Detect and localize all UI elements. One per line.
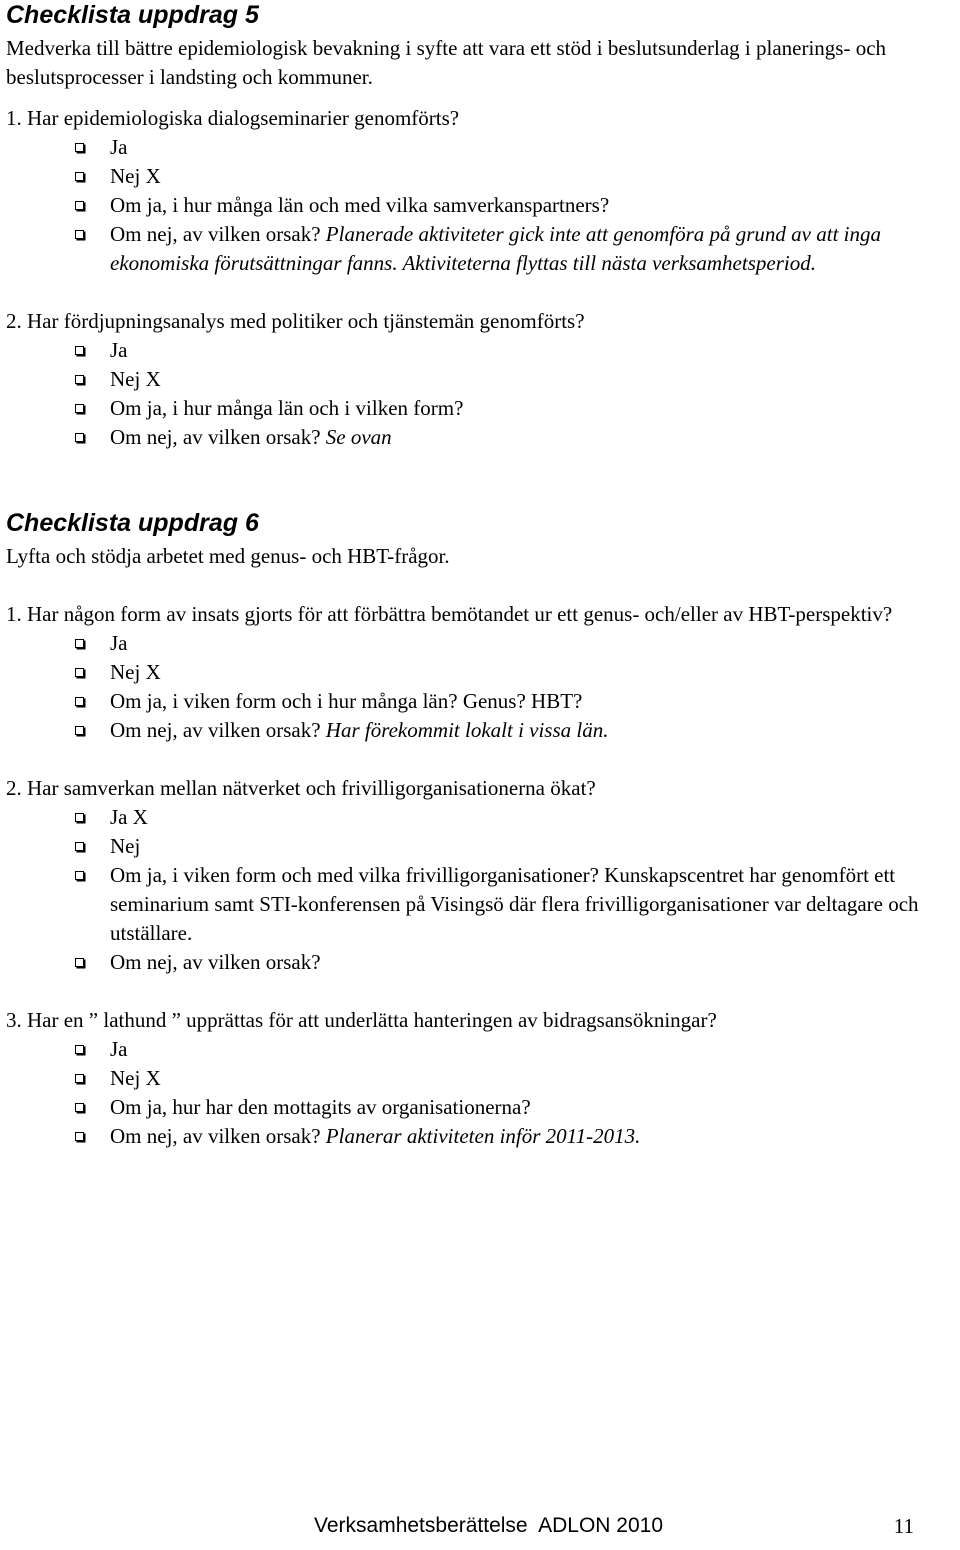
option-label: Om ja, hur har den mottagits av organisationerna? (110, 1095, 531, 1119)
option-item (6, 861, 956, 948)
option-item (6, 162, 956, 191)
section-intro: Lyfta och stödja arbetet med genus- och HBT-frågor. (6, 544, 450, 568)
option-item (6, 336, 956, 365)
checkbox-icon[interactable] (75, 230, 84, 239)
option-item (6, 133, 956, 162)
question-block (6, 774, 956, 977)
option-label: Om ja, i viken form och i hur många län? Genus? HBT? (110, 689, 583, 713)
question-block (6, 1006, 956, 1151)
option-label: Nej (110, 834, 141, 858)
option-list (6, 336, 956, 452)
option-item (6, 803, 956, 832)
option-label: Om nej, av vilken orsak? (110, 222, 321, 246)
checkbox-icon[interactable] (75, 143, 84, 152)
checkbox-icon[interactable] (75, 958, 84, 967)
document-page (6, 0, 956, 1151)
option-item (6, 629, 956, 658)
option-label: Om ja, i hur många län och med vilka samverkanspartners? (110, 193, 610, 217)
option-label: Om nej, av vilken orsak? (110, 1124, 321, 1148)
option-label: Nej X (110, 367, 161, 391)
question-block (6, 600, 956, 745)
option-item (6, 716, 956, 745)
option-label: Om nej, av vilken orsak? (110, 425, 321, 449)
option-label: Ja (110, 338, 128, 362)
page-footer (314, 1513, 914, 1539)
option-item (6, 832, 956, 861)
question-block (6, 307, 956, 452)
checklist-section-6 (6, 508, 956, 1151)
option-label: Nej X (110, 660, 161, 684)
checkbox-icon[interactable] (75, 404, 84, 413)
option-item (6, 394, 956, 423)
option-item (6, 687, 956, 716)
option-label: Om nej, av vilken orsak? (110, 950, 321, 974)
checkbox-icon[interactable] (75, 201, 84, 210)
option-answer: Planerar aktiviteten inför 2011-2013. (325, 1124, 641, 1148)
checkbox-icon[interactable] (75, 433, 84, 442)
option-label: Om ja, i hur många län och i vilken form? (110, 396, 464, 420)
checkbox-icon[interactable] (75, 726, 84, 735)
footer-title: Verksamhetsberättelse ADLON 2010 (314, 1514, 664, 1537)
option-item (6, 1064, 956, 1093)
checkbox-icon[interactable] (75, 842, 84, 851)
option-answer: Planerade aktiviteter gick inte att genomföra på grund av att inga ekonomiska förutsättningar fanns. Aktiviteterna flyttas till nästa verksamhetsperiod. (110, 222, 882, 275)
option-label: Nej X (110, 1066, 161, 1090)
checkbox-icon[interactable] (75, 813, 84, 822)
question-text: 1. Har epidemiologiska dialogseminarier genomförts? (6, 106, 460, 130)
checkbox-icon[interactable] (75, 1103, 84, 1112)
option-label: Om nej, av vilken orsak? (110, 718, 321, 742)
question-text: 3. Har en ” lathund ” upprättas för att underlätta hanteringen av bidragsansökningar? (6, 1008, 717, 1032)
checkbox-icon[interactable] (75, 172, 84, 181)
option-label: Om ja, i viken form och med vilka frivilligorganisationer? Kunskapscentret har genomfört ett seminarium samt STI-konferensen på Visingsö där flera frivilligorganisationer var deltagare och utställare. (110, 863, 919, 945)
checkbox-icon[interactable] (75, 1074, 84, 1083)
option-label: Ja (110, 135, 128, 159)
option-item (6, 365, 956, 394)
checkbox-icon[interactable] (75, 871, 84, 880)
question-text: 2. Har samverkan mellan nätverket och frivilligorganisationerna ökat? (6, 776, 596, 800)
section-title: Checklista uppdrag 5 (6, 1, 259, 29)
option-answer: Har förekommit lokalt i vissa län. (325, 718, 609, 742)
option-list (6, 629, 956, 745)
option-label: Ja (110, 1037, 128, 1061)
option-item (6, 423, 956, 452)
checkbox-icon[interactable] (75, 668, 84, 677)
option-item (6, 191, 956, 220)
checkbox-icon[interactable] (75, 375, 84, 384)
page-number: 11 (893, 1514, 914, 1538)
option-label: Ja (110, 631, 128, 655)
option-label: Ja X (110, 805, 148, 829)
option-list (6, 133, 956, 278)
option-item (6, 1122, 956, 1151)
checkbox-icon[interactable] (75, 1132, 84, 1141)
section-intro: Medverka till bättre epidemiologisk bevakning i syfte att vara ett stöd i beslutsunderlag i planerings- och beslutsprocesser i landsting och kommuner. (6, 36, 887, 89)
option-item (6, 948, 956, 977)
checkbox-icon[interactable] (75, 1045, 84, 1054)
option-item (6, 658, 956, 687)
option-list (6, 1035, 956, 1151)
option-item (6, 1093, 956, 1122)
checkbox-icon[interactable] (75, 697, 84, 706)
option-item (6, 1035, 956, 1064)
option-answer: Se ovan (325, 425, 392, 449)
checkbox-icon[interactable] (75, 639, 84, 648)
checkbox-icon[interactable] (75, 346, 84, 355)
option-item (6, 220, 956, 278)
option-list (6, 803, 956, 977)
question-text: 1. Har någon form av insats gjorts för att förbättra bemötandet ur ett genus- och/eller av HBT-perspektiv? (6, 602, 893, 626)
option-label: Nej X (110, 164, 161, 188)
checklist-section-5 (6, 0, 956, 452)
question-text: 2. Har fördjupningsanalys med politiker och tjänstemän genomförts? (6, 309, 585, 333)
section-title: Checklista uppdrag 6 (6, 509, 259, 537)
question-block (6, 104, 956, 278)
